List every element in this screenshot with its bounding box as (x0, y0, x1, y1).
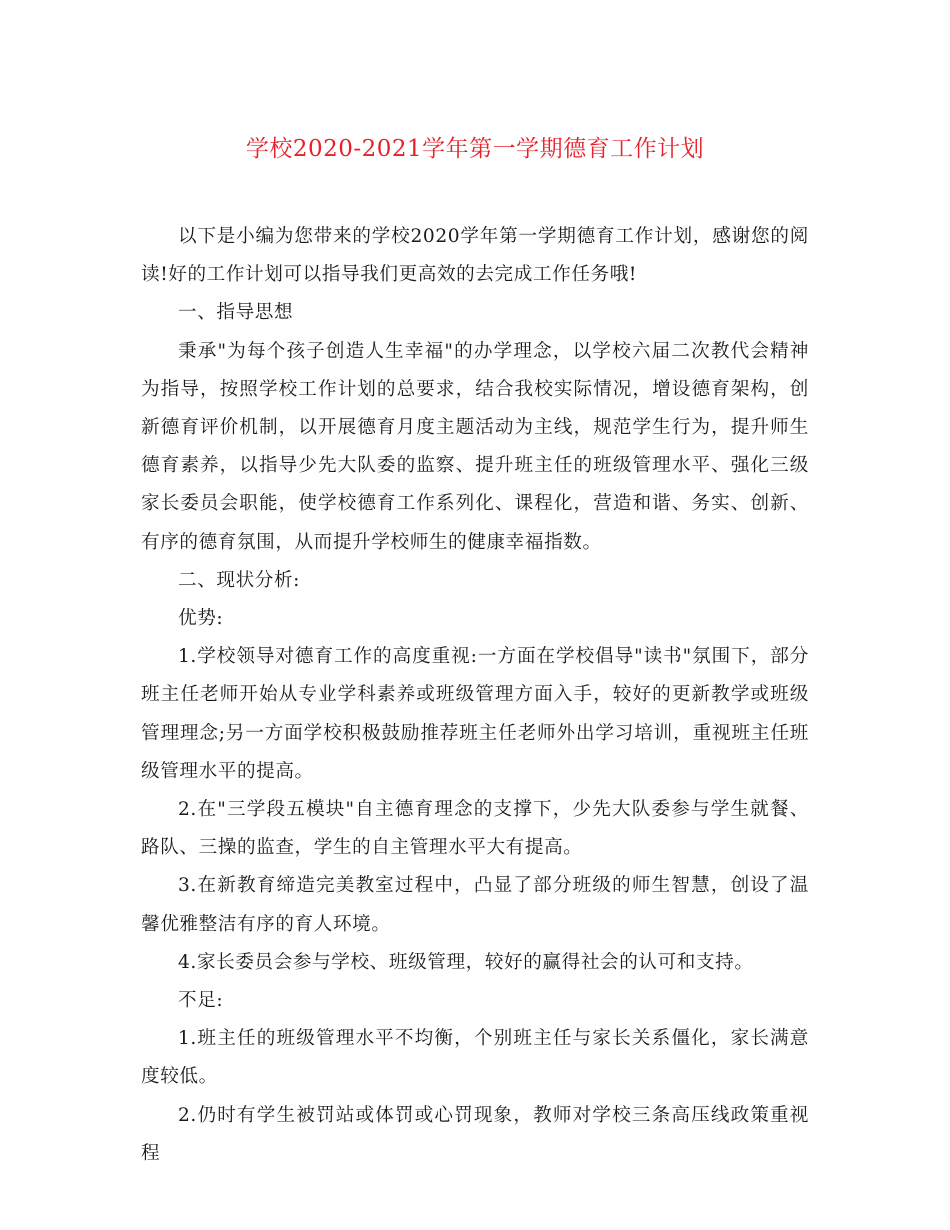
advantage-item-1: 1.学校领导对德育工作的高度重视:一方面在学校倡导"读书"氛围下，部分班主任老师开始从专业学科素养或班级管理方面入手，较好的更新教学或班级管理理念;另一方面学校积极鼓励推荐班主任老师外出学习培训，重视班主任班级管理水平的提高。 (141, 646, 809, 782)
paragraph-guiding-ideology: 秉承"为每个孩子创造人生幸福"的办学理念，以学校六届二次教代会精神为指导，按照学校工作计划的总要求，结合我校实际情况，增设德育架构，创新德育评价机制，以开展德育月度主题活动为主线，规范学生行为，提升师生德育素养，以指导少先大队委的监察、提升班主任的班级管理水平、强化三级家长委员会职能，使学校德育工作系列化、课程化，营造和谐、务实、创新、有序的德育氛围，从而提升学校师生的健康幸福指数。 (141, 340, 809, 553)
advantage-item-3: 3.在新教育缔造完美教室过程中，凸显了部分班级的师生智慧，创设了温馨优雅整洁有序的育人环境。 (141, 875, 809, 935)
paragraph-intro: 以下是小编为您带来的学校2020学年第一学期德育工作计划，感谢您的阅读!好的工作计划可以指导我们更高效的去完成工作任务哦! (141, 226, 809, 286)
subheading-advantages: 优势: (178, 608, 224, 630)
document-title: 学校2020-2021学年第一学期德育工作计划 (245, 136, 705, 162)
advantage-item-2: 2.在"三学段五模块"自主德育理念的支撑下，少先大队委参与学生就餐、路队、三操的监查，学生的自主管理水平大有提高。 (141, 799, 809, 859)
shortcoming-item-2: 2.仍时有学生被罚站或体罚或心罚现象，教师对学校三条高压线政策重视程 (141, 1104, 809, 1164)
document-body (141, 218, 809, 1173)
shortcoming-item-1: 1.班主任的班级管理水平不均衡，个别班主任与家长关系僵化，家长满意度较低。 (141, 1028, 809, 1088)
heading-guiding-ideology: 一、指导思想 (178, 302, 294, 324)
subheading-shortcomings: 不足: (178, 990, 224, 1012)
advantage-item-4: 4.家长委员会参与学校、班级管理，较好的赢得社会的认可和支持。 (178, 951, 754, 973)
heading-status-analysis: 二、现状分析: (178, 569, 301, 591)
